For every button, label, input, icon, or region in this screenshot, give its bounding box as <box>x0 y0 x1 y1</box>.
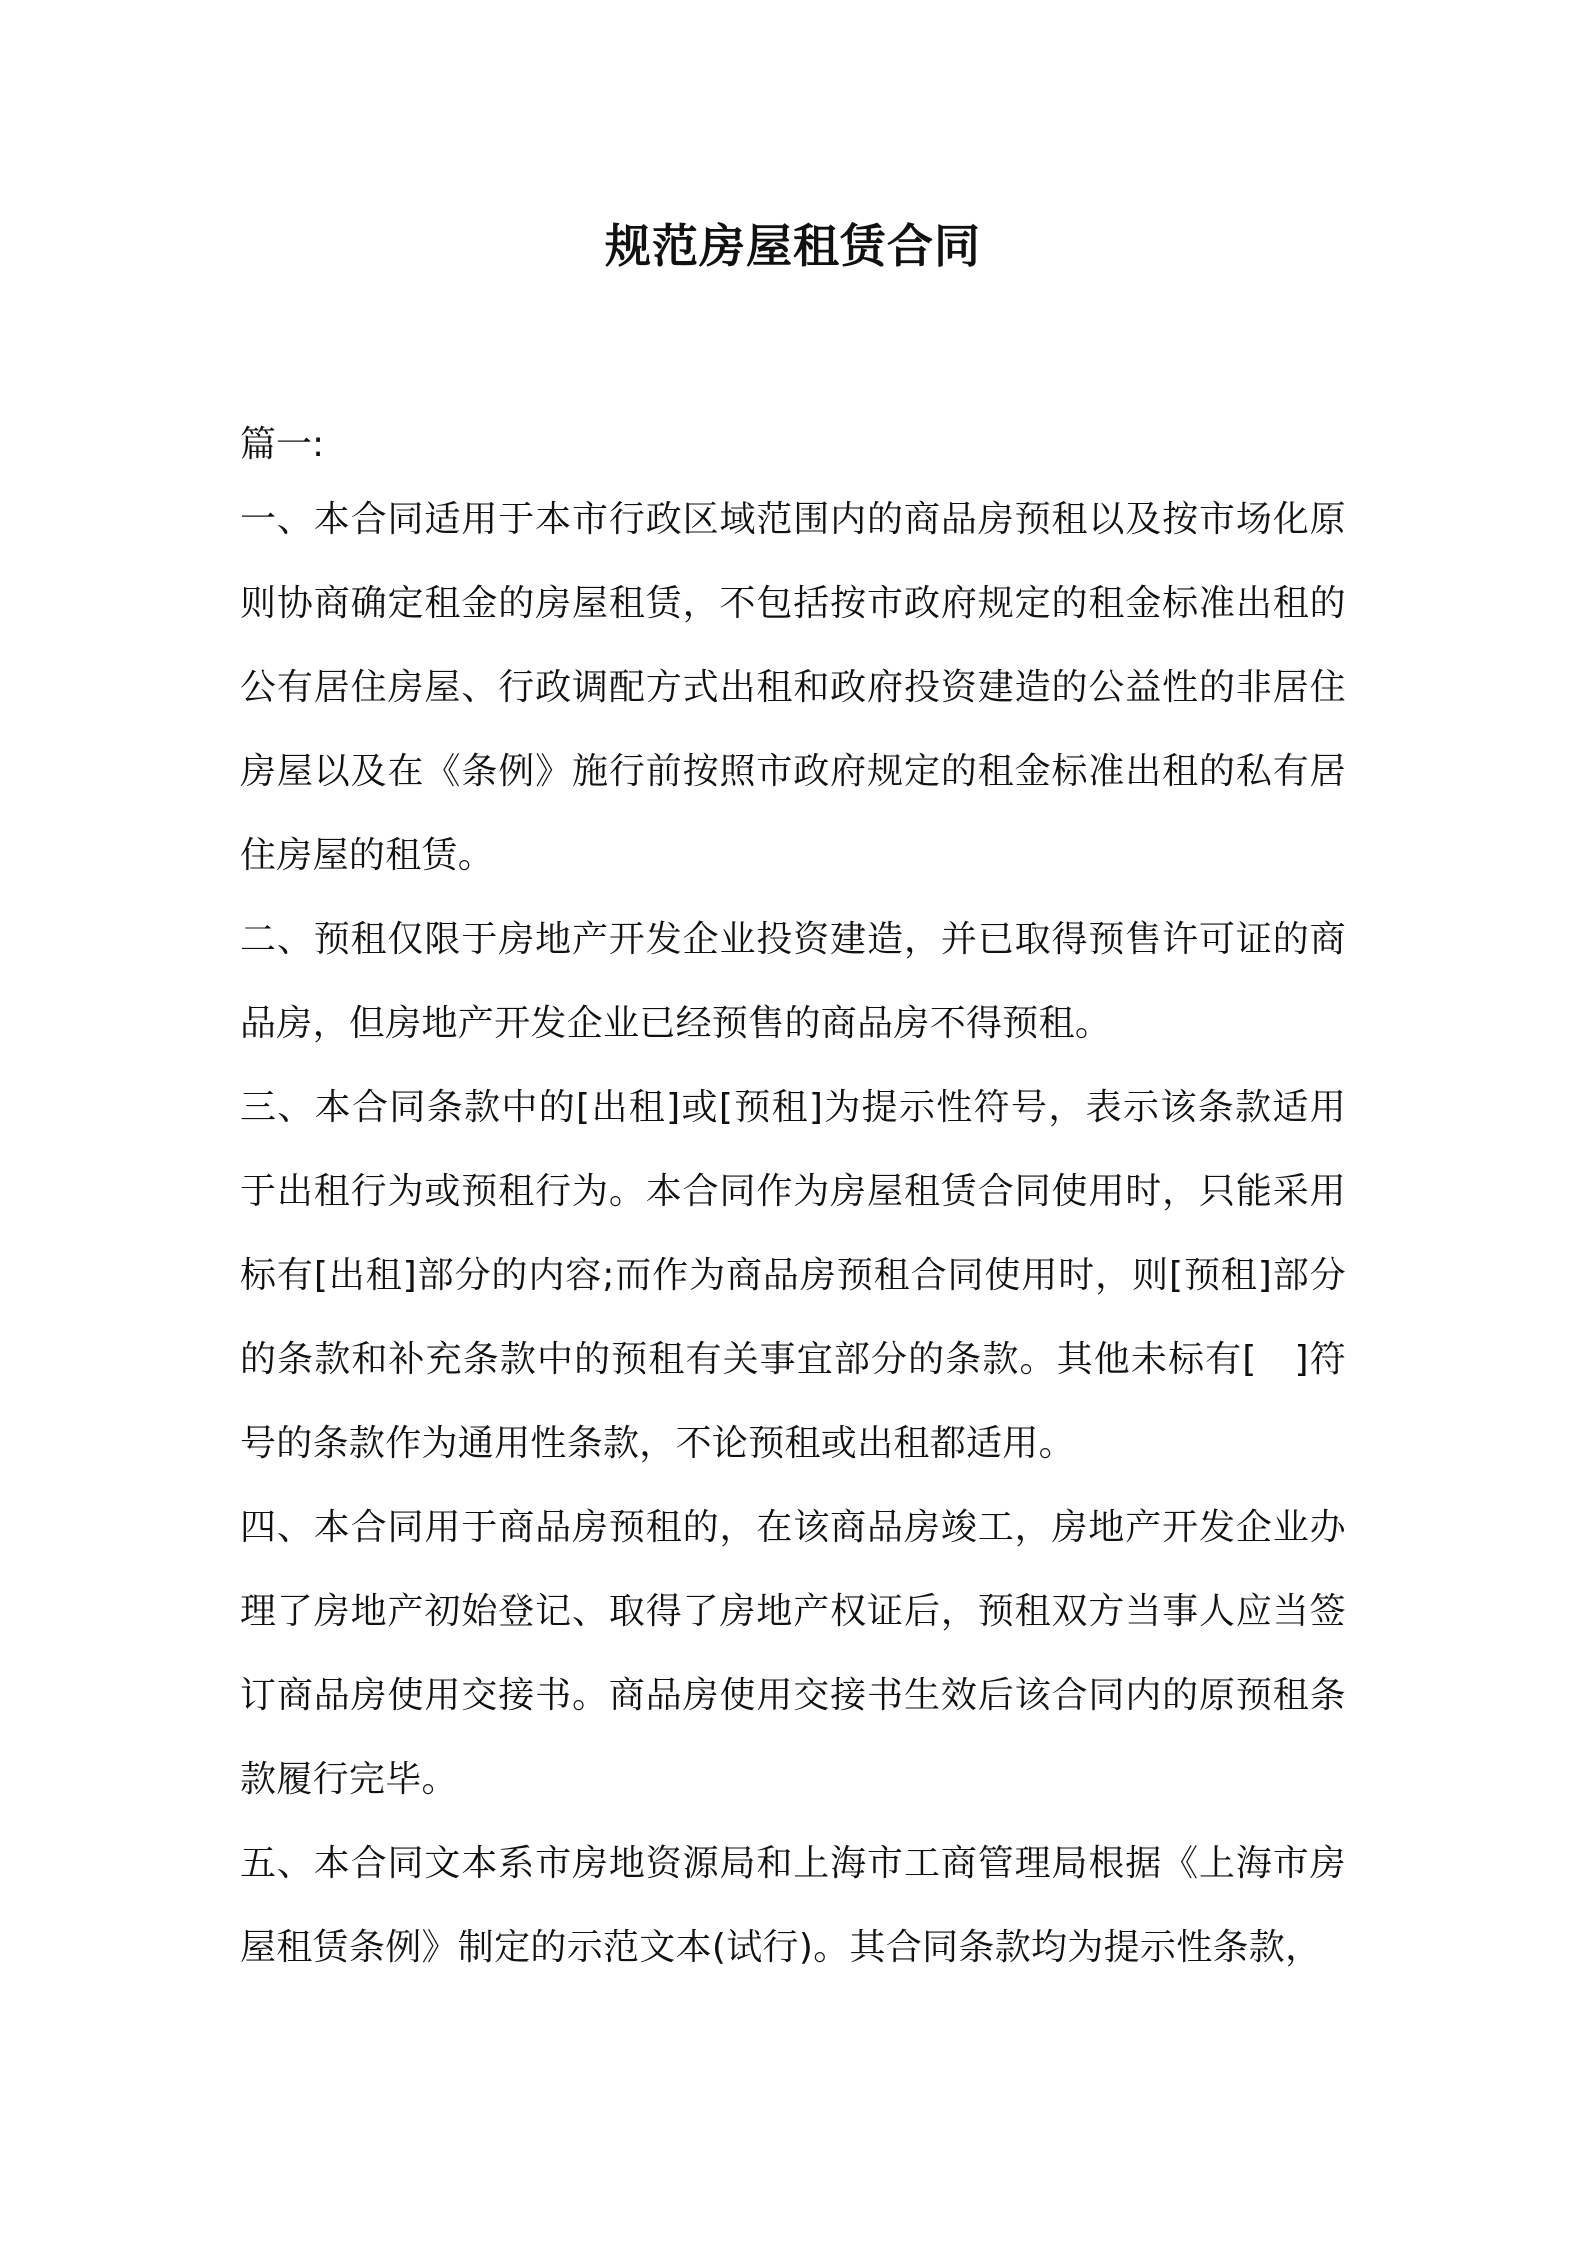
clause-1: 一、本合同适用于本市行政区域范围内的商品房预租以及按市场化原则协商确定租金的房屋租赁，不包括按市政府规定的租金标准出租的公有居住房屋、行政调配方式出租和政府投资建造的公益性的非居住房屋以及在《条例》施行前按照市政府规定的租金标准出租的私有居住房屋的租赁。 <box>240 499 1346 876</box>
clause-2: 二、预租仅限于房地产开发企业投资建造，并已取得预售许可证的商品房，但房地产开发企业已经预售的商品房不得预租。 <box>240 919 1346 1044</box>
clause-4: 四、本合同用于商品房预租的，在该商品房竣工，房地产开发企业办理了房地产初始登记、取得了房地产权证后，预租双方当事人应当签订商品房使用交接书。商品房使用交接书生效后该合同内的原预租条款履行完毕。 <box>240 1507 1346 1800</box>
document-body <box>240 478 1346 1990</box>
section-label: 篇一: <box>240 424 325 465</box>
document-title: 规范房屋租赁合同 <box>605 219 981 273</box>
clause-5: 五、本合同文本系市房地资源局和上海市工商管理局根据《上海市房屋租赁条例》制定的示范文本(试行)。其合同条款均为提示性条款， <box>240 1843 1346 1968</box>
clause-3: 三、本合同条款中的[出租]或[预租]为提示性符号，表示该条款适用于出租行为或预租行为。本合同作为房屋租赁合同使用时，只能采用标有[出租]部分的内容;而作为商品房预租合同使用时，则[预租]部分的条款和补充条款中的预租有关事宜部分的条款。其他未标有[ ]符号的条款作为通用性条款，不论预租或出租都适用。 <box>240 1087 1346 1464</box>
